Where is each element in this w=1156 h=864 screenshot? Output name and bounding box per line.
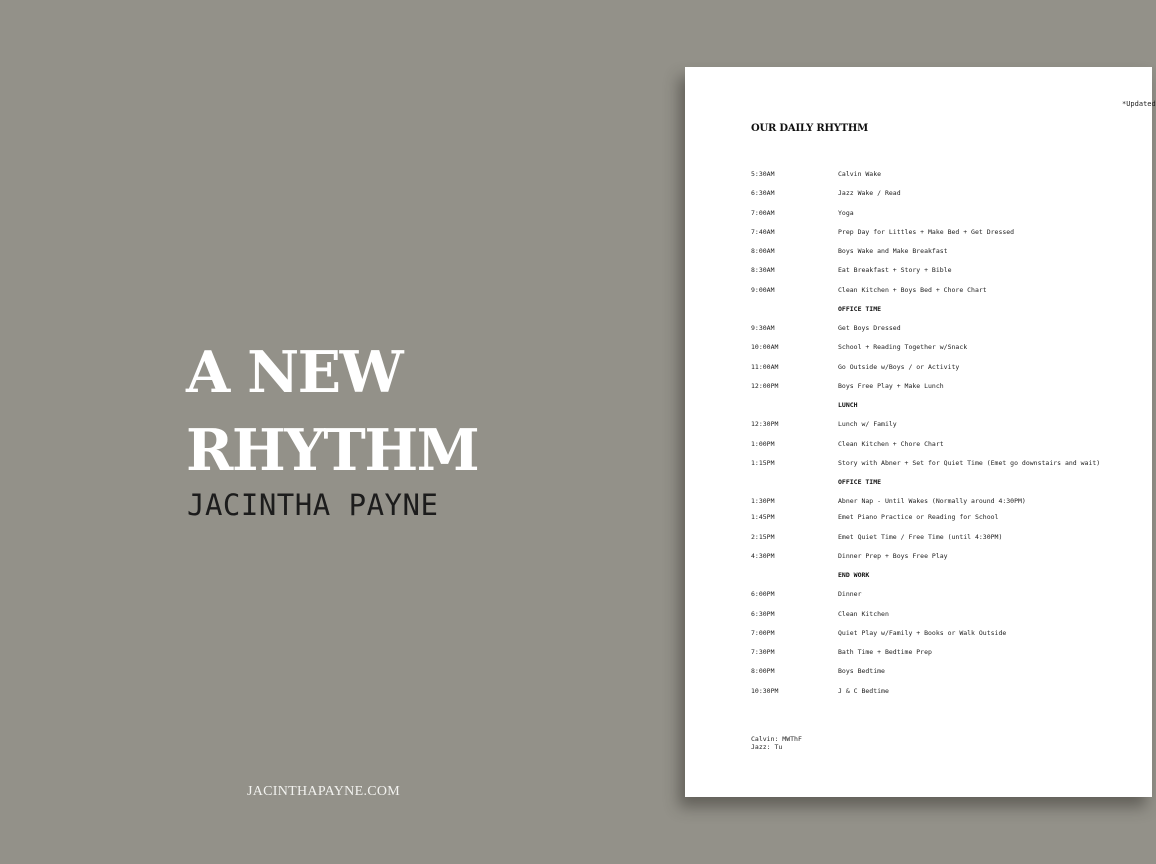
schedule-time: 1:30PM xyxy=(751,497,775,506)
schedule-activity: Dinner xyxy=(838,590,862,599)
schedule-activity: Clean Kitchen + Boys Bed + Chore Chart xyxy=(838,285,987,294)
author-name: JACINTHA PAYNE xyxy=(187,488,439,522)
schedule-time: 9:30AM xyxy=(751,324,775,332)
schedule-time: 8:00AM xyxy=(751,247,775,255)
schedule-activity: J & C Bedtime xyxy=(838,686,889,695)
schedule-legend xyxy=(751,735,802,751)
schedule-activity: Eat Breakfast + Story + Bible xyxy=(838,266,952,275)
schedule-activity: Get Boys Dressed xyxy=(838,324,901,332)
schedule-activity: Boys Free Play + Make Lunch xyxy=(838,381,944,390)
schedule-time: 8:00PM xyxy=(751,667,775,676)
schedule-time: 4:30PM xyxy=(751,551,775,560)
schedule-time: 10:00AM xyxy=(751,343,779,352)
schedule-time: 12:30PM xyxy=(751,420,779,429)
schedule-activity: Lunch w/ Family xyxy=(838,420,897,429)
schedule-activity: Bath Time + Bedtime Prep xyxy=(838,648,932,656)
schedule-activity: Go Outside w/Boys / or Activity xyxy=(838,362,960,371)
section-label: OFFICE TIME xyxy=(838,478,882,486)
section-label: END WORK xyxy=(838,571,870,579)
schedule-time: 6:30AM xyxy=(751,189,775,198)
schedule-time: 11:00AM xyxy=(751,362,779,371)
section-label: OFFICE TIME xyxy=(838,304,882,313)
updated-note: *Updated xyxy=(1122,100,1156,108)
schedule-activity: Story with Abner + Set for Quiet Time (Emet go downstairs and wait) xyxy=(838,458,1101,467)
schedule-time: 1:45PM xyxy=(751,513,775,522)
schedule-time: 1:15PM xyxy=(751,458,775,467)
hero-title-line-2: RHYTHM xyxy=(186,417,479,484)
schedule-activity: Prep Day for Littles + Make Bed + Get Dressed xyxy=(838,227,1015,236)
schedule-activity: Dinner Prep + Boys Free Play xyxy=(838,551,948,560)
schedule-time: 1:00PM xyxy=(751,439,775,448)
schedule-time: 7:40AM xyxy=(751,227,775,236)
schedule-time: 7:00AM xyxy=(751,208,775,217)
schedule-time: 7:00PM xyxy=(751,628,775,637)
schedule-activity: Boys Wake and Make Breakfast xyxy=(838,247,948,255)
schedule-activity: School + Reading Together w/Snack xyxy=(838,343,968,352)
schedule-activity: Yoga xyxy=(838,208,854,217)
schedule-activity: Calvin Wake xyxy=(838,170,882,178)
schedule-time: 9:00AM xyxy=(751,285,775,294)
schedule-activity: Clean Kitchen xyxy=(838,609,889,618)
hero-title xyxy=(186,334,478,490)
schedule-time: 6:00PM xyxy=(751,590,775,599)
document-title: OUR DAILY RHYTHM xyxy=(751,123,869,134)
schedule-activity: Boys Bedtime xyxy=(838,667,885,676)
schedule-activity: Abner Nap - Until Wakes (Normally around 4:30PM) xyxy=(838,497,1026,506)
schedule-time: 7:30PM xyxy=(751,648,775,656)
schedule-activity: Emet Quiet Time / Free Time (until 4:30PM) xyxy=(838,532,1003,541)
schedule-time: 6:30PM xyxy=(751,609,775,618)
schedule-time: 8:30AM xyxy=(751,266,775,275)
legend-jazz: Jazz: Tu xyxy=(751,743,783,751)
schedule-time: 2:15PM xyxy=(751,532,775,541)
schedule-activity: Emet Piano Practice or Reading for School xyxy=(838,513,999,522)
schedule-time: 10:30PM xyxy=(751,686,779,695)
schedule-activity: Quiet Play w/Family + Books or Walk Outside xyxy=(838,628,1007,637)
section-label: LUNCH xyxy=(838,401,858,409)
legend-calvin: Calvin: MWThF xyxy=(751,735,802,743)
hero-title-line-1: A NEW xyxy=(186,339,403,406)
schedule-time: 5:30AM xyxy=(751,170,775,178)
schedule-activity: Jazz Wake / Read xyxy=(838,189,901,198)
schedule-activity: Clean Kitchen + Chore Chart xyxy=(838,439,944,448)
website-link[interactable]: JACINTHAPAYNE.COM xyxy=(247,784,401,799)
schedule-time: 12:00PM xyxy=(751,381,779,390)
schedule-document xyxy=(685,67,1156,797)
